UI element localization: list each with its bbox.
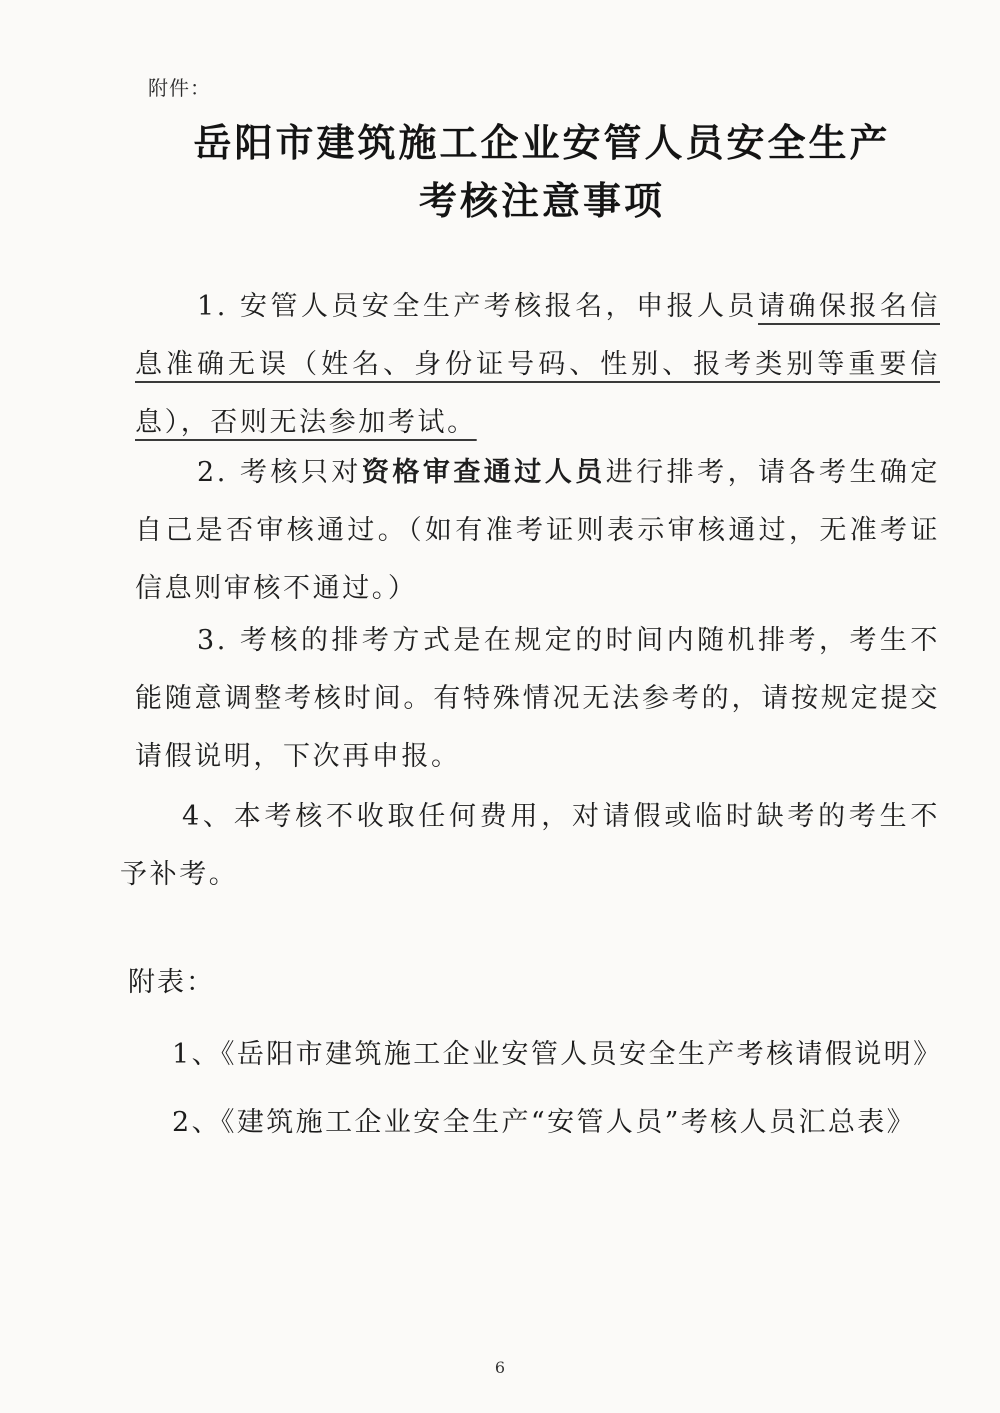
document-title-line-2: 考核注意事项	[418, 178, 665, 223]
notice-item-2	[135, 444, 940, 618]
page-number: 6	[494, 1358, 506, 1377]
notice-item-2-prefix: 2. 考核只对	[197, 457, 362, 488]
notice-item-2-suffix: 进行排考，请各考生确定自己是否审核通过。（如有准考证则表示审核通过，无准考证信息则审核不通过。）	[135, 457, 940, 604]
notice-item-1-prefix: 1. 安管人员安全生产考核报名，申报人员	[197, 291, 759, 322]
notice-item-1-emphasis: 请确保报名信息准确无误（姓名、身份证号码、性别、报考类别等重要信息），否则无法参加考试。	[135, 291, 940, 438]
appendix-label: 附表：	[128, 967, 215, 998]
appendix-entry-2: 2、《建筑施工企业安全生产“安管人员”考核人员汇总表》	[172, 1107, 917, 1138]
attachment-label: 附件：	[148, 76, 211, 100]
notice-item-4-text: 4、本考核不收取任何费用，对请假或临时缺考的考生不予补考。	[120, 801, 940, 890]
document-title-line-1: 岳阳市建筑施工企业安管人员安全生产	[193, 120, 891, 165]
notice-item-3	[135, 612, 940, 786]
notice-item-2-emphasis: 资格审查通过人员	[361, 457, 606, 488]
notice-item-3-text: 3. 考核的排考方式是在规定的时间内随机排考，考生不能随意调整考核时间。有特殊情况无法参考的，请按规定提交请假说明，下次再申报。	[135, 625, 940, 772]
notice-item-4	[120, 788, 940, 904]
appendix-entry-1: 1、《岳阳市建筑施工企业安管人员安全生产考核请假说明》	[172, 1039, 943, 1070]
notice-item-1	[135, 278, 940, 452]
